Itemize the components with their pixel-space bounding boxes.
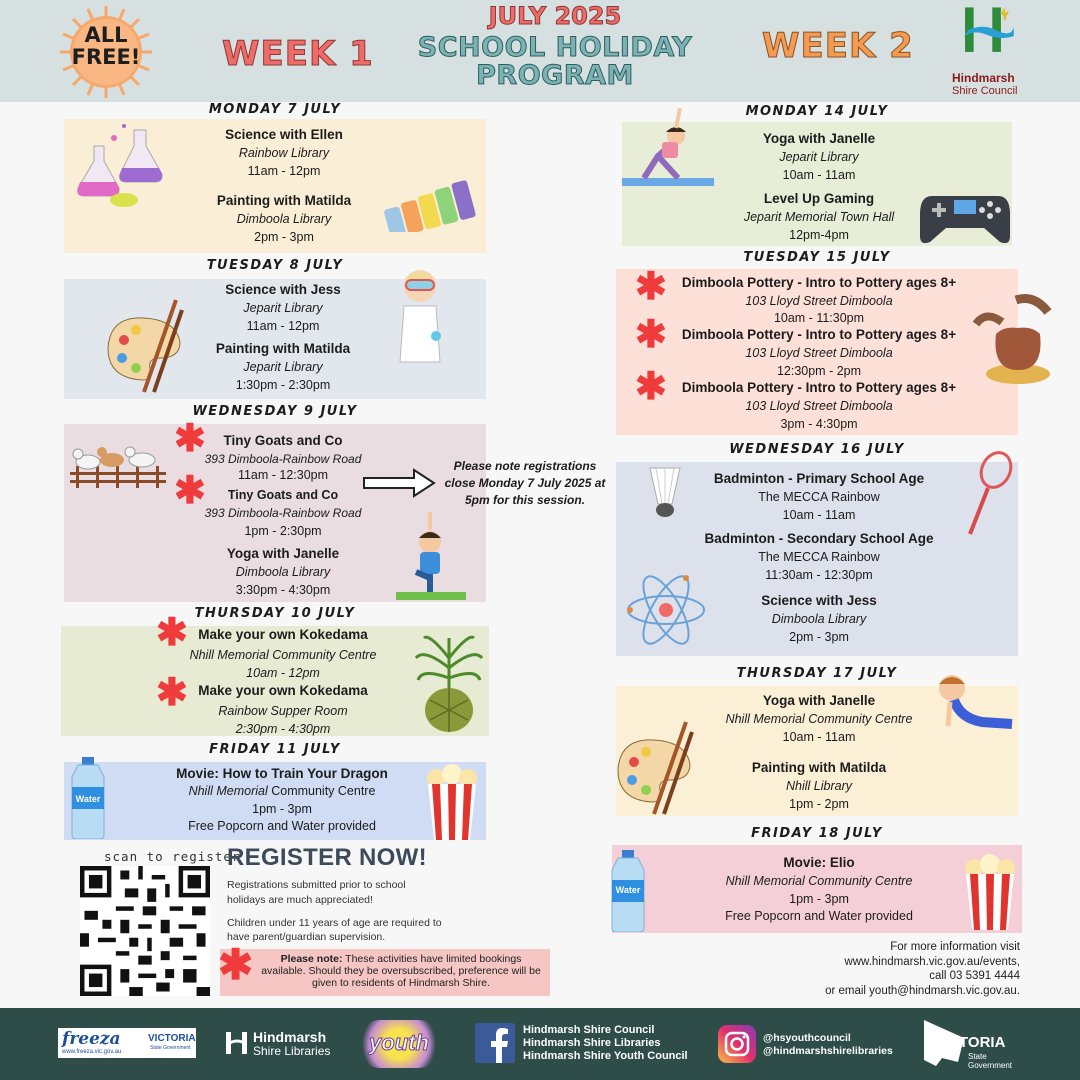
freeza-url: www.freeza.vic.gov.au (62, 1049, 122, 1055)
event-title: Painting with Matilda (751, 760, 887, 775)
event-location: The MECCA Rainbow (758, 550, 880, 564)
libraries-name (253, 1030, 330, 1058)
event-time: 1:30pm - 2:30pm (235, 378, 331, 392)
fb-line3[interactable]: Hindmarsh Shire Youth Council (523, 1050, 688, 1062)
event-title: Painting with Matilda (215, 341, 351, 356)
event-kokedama-2 (150, 683, 416, 736)
event-title: Level Up Gaming (763, 191, 875, 206)
popcorn-icon (962, 854, 1018, 932)
event-time: 1pm - 3pm (252, 802, 312, 816)
event-location: Dimboola Library (235, 565, 331, 579)
water-label: Water (75, 794, 101, 804)
event-location: Nhill Memorial Community Centre (725, 874, 913, 888)
event-location: 393 Dimboola-Rainbow Road (204, 506, 362, 520)
fb-line1[interactable]: Hindmarsh Shire Council (523, 1024, 655, 1036)
day-heading-thu10: THURSDAY 10 JULY (194, 606, 356, 621)
event-extra: Free Popcorn and Water provided (188, 819, 376, 833)
event-time: 10am - 12pm (246, 666, 320, 680)
event-time: 2pm - 3pm (789, 630, 849, 644)
facebook-icon[interactable] (475, 1023, 515, 1063)
event-location: Nhill Memorial Community Centre (189, 648, 377, 662)
victoria-wordmark: VICTORIA (934, 1034, 1006, 1051)
event-title: Tiny Goats and Co (227, 488, 339, 502)
event-location: Jeparit Library (243, 360, 323, 374)
event-location: Dimboola Library (236, 212, 332, 226)
event-title: Dimboola Pottery - Intro to Pottery ages 8+ (681, 327, 957, 342)
limited-booking-star-icon: ✱ (174, 470, 206, 512)
ig-line1[interactable]: @hsyouthcouncil (763, 1032, 851, 1044)
scan-label: scan to register (104, 849, 241, 864)
event-title: Tiny Goats and Co (223, 433, 343, 448)
event-time: 11:30am - 12:30pm (765, 568, 873, 582)
event-level-up-gaming (714, 191, 924, 242)
contact-info (740, 940, 1020, 998)
event-location: Jeparit Library (243, 301, 323, 315)
kokedama-plant-icon (414, 628, 484, 734)
pottery-wheel-icon (972, 290, 1064, 386)
limited-booking-star-icon: ✱ (174, 418, 206, 460)
event-location: Nhill Memorial Community Centre (725, 712, 913, 726)
event-science-ellen (174, 127, 394, 178)
event-title: Yoga with Janelle (762, 693, 876, 708)
event-title: Dimboola Pottery - Intro to Pottery ages 8+ (681, 380, 957, 395)
state-gov-small: State Government (150, 1045, 191, 1051)
event-title: Make your own Kokedama (198, 683, 368, 698)
fb-line2[interactable]: Hindmarsh Shire Libraries (523, 1037, 661, 1049)
event-location: Nhill Memorial Community Centre (188, 784, 376, 798)
event-time: 1pm - 2pm (789, 797, 849, 811)
event-pottery-1 (666, 275, 972, 325)
limited-booking-star-icon: ✱ (218, 941, 254, 988)
limited-booking-star-icon: ✱ (635, 266, 667, 308)
register-line4: have parent/guardian supervision. (227, 931, 386, 943)
council-name (952, 72, 1032, 97)
badge-line2: FREE! (71, 45, 141, 69)
victoria-small: VICTORIA (148, 1033, 196, 1044)
event-title: Science with Jess (761, 593, 877, 608)
event-badminton-primary (694, 471, 944, 522)
event-science-jess-wed (694, 593, 944, 644)
contact-website-link[interactable]: www.hindmarsh.vic.gov.au/events, (844, 955, 1020, 968)
popcorn-icon (424, 764, 480, 842)
event-time: 3:30pm - 4:30pm (235, 583, 331, 597)
all-free-badge (58, 24, 154, 68)
event-location: 103 Lloyd Street Dimboola (745, 346, 893, 360)
contact-line1: For more information visit (890, 941, 1020, 953)
event-location: Jeparit Library (779, 150, 859, 164)
register-line2: holidays are much appreciated! (227, 894, 373, 906)
event-time: 10am - 11am (782, 730, 856, 744)
arrow-right-icon (362, 468, 436, 498)
ig-line2[interactable]: @hindmarshshirelibraries (763, 1045, 893, 1057)
event-title: Science with Ellen (225, 127, 343, 142)
event-location: Jeparit Memorial Town Hall (743, 210, 895, 224)
event-title: Dimboola Pottery - Intro to Pottery ages 8+ (681, 275, 957, 290)
supervision-info (227, 916, 442, 944)
badminton-racket-icon (964, 450, 1014, 538)
event-painting-matilda (174, 193, 394, 244)
event-title: Science with Jess (225, 282, 341, 297)
limited-booking-star-icon: ✱ (635, 366, 667, 408)
yoga-boy-icon (932, 672, 1014, 734)
event-pottery-2 (666, 327, 972, 378)
libraries-line1: Hindmarsh (253, 1029, 327, 1045)
event-title: Painting with Matilda (216, 193, 352, 208)
day-heading-mon7: MONDAY 7 JULY (208, 102, 342, 117)
libraries-logo-icon (224, 1030, 250, 1056)
council-line1: Hindmarsh (952, 71, 1015, 85)
event-title: Yoga with Janelle (762, 131, 876, 146)
register-line1: Registrations submitted prior to school (227, 879, 406, 891)
day-heading-tue8: TUESDAY 8 JULY (206, 258, 344, 273)
contact-phone: call 03 5391 4444 (929, 970, 1020, 982)
event-movie-elio (704, 855, 934, 923)
event-location: Rainbow Library (238, 146, 330, 160)
event-time: 2pm - 3pm (254, 230, 314, 244)
limited-booking-star-icon: ✱ (156, 612, 188, 654)
council-logo-icon (950, 6, 1026, 72)
state-line: State (968, 1052, 987, 1061)
event-location: 393 Dimboola-Rainbow Road (204, 452, 362, 466)
event-kokedama-1 (150, 627, 416, 680)
shuttlecock-icon (640, 464, 690, 520)
atom-icon (624, 572, 708, 648)
paint-tubes-icon (380, 180, 484, 232)
event-time: 1pm - 2:30pm (244, 524, 322, 538)
qr-code-icon[interactable] (80, 866, 210, 996)
event-location: Rainbow Supper Room (218, 704, 348, 718)
game-controller-icon (918, 190, 1012, 246)
register-line3: Children under 11 years of age are required to (227, 917, 442, 929)
event-time: 1pm - 3pm (789, 892, 849, 906)
event-title: Make your own Kokedama (198, 627, 368, 642)
event-time: 12:30pm - 2pm (776, 364, 862, 378)
week2-heading: WEEK 2 (762, 26, 914, 66)
scientist-kid-icon (396, 266, 446, 370)
paint-palette-icon (614, 718, 696, 816)
youth-logo-text: youth (369, 1030, 429, 1055)
event-location: 103 Lloyd Street Dimboola (745, 294, 893, 308)
day-heading-fri18: FRIDAY 18 JULY (751, 826, 883, 841)
registration-note: Please note registrations close Monday 7 July 2025 at 5pm for this session. (444, 459, 606, 507)
yoga-kid-icon (396, 512, 466, 600)
event-time: 12pm-4pm (789, 228, 849, 242)
event-yoga-janelle-thu (704, 693, 934, 744)
event-time: 10am - 11am (782, 508, 856, 522)
event-title: Badminton - Secondary School Age (704, 531, 934, 546)
event-yoga-janelle-mon (714, 131, 924, 182)
event-time: 2:30pm - 4:30pm (235, 722, 331, 736)
freeza-logo (58, 1028, 196, 1058)
event-time: 10am - 11:30pm (773, 311, 865, 325)
day-heading-fri11: FRIDAY 11 JULY (209, 742, 341, 757)
day-heading-wed16: WEDNESDAY 16 JULY (729, 442, 905, 457)
science-flasks-icon (74, 116, 174, 208)
program-title-line1: SCHOOL HOLIDAY (417, 32, 693, 63)
day-heading-mon14: MONDAY 14 JULY (745, 104, 889, 119)
event-time: 11am - 12pm (246, 319, 320, 333)
event-time: 11am - 12pm (247, 164, 321, 178)
event-tiny-goats-1 (190, 433, 376, 482)
event-location: 103 Lloyd Street Dimboola (745, 399, 893, 413)
event-pottery-3 (666, 380, 972, 431)
day-heading-thu17: THURSDAY 17 JULY (736, 666, 898, 681)
event-time: 3pm - 4:30pm (780, 417, 858, 431)
contact-email-link[interactable]: or email youth@hindmarsh.vic.gov.au. (825, 984, 1020, 997)
event-painting-matilda-tue (178, 341, 388, 392)
government-line: Government (968, 1061, 1013, 1070)
event-title: Movie: Elio (783, 855, 855, 870)
event-movie-dragon (150, 766, 414, 833)
event-location: Nhill Library (786, 779, 852, 793)
state-government (968, 1052, 1012, 1070)
program-title-line2: PROGRAM (476, 60, 634, 91)
goats-icon (70, 442, 166, 488)
register-info (227, 878, 406, 908)
event-location: The MECCA Rainbow (758, 490, 880, 504)
freeza-wordmark: freeza (62, 1029, 121, 1049)
event-title: Yoga with Janelle (226, 546, 340, 561)
event-location: Dimboola Library (771, 612, 867, 626)
instagram-handles (763, 1032, 893, 1058)
day-heading-wed9: WEDNESDAY 9 JULY (192, 404, 358, 419)
week1-heading: WEEK 1 (222, 34, 374, 74)
event-extra: Free Popcorn and Water provided (725, 909, 913, 923)
month-heading: JULY 2025 (488, 2, 622, 30)
limited-booking-star-icon: ✱ (635, 314, 667, 356)
program-title (385, 34, 725, 90)
event-title: Movie: How to Train Your Dragon (176, 766, 388, 781)
event-time: 11am - 12:30pm (237, 468, 329, 482)
event-badminton-secondary (694, 531, 944, 582)
event-science-jess (178, 282, 388, 333)
council-line2: Shire Council (952, 85, 1018, 97)
please-note-text: Please note: These activities have limited bookings available. Should they be oversubscribed, preference will be given to residents of Hindmarsh Shire. (261, 953, 541, 989)
water-label: Water (615, 885, 641, 895)
yoga-girl-icon (622, 108, 714, 186)
event-yoga-janelle-wed (190, 546, 376, 597)
register-title: REGISTER NOW! (227, 844, 427, 871)
libraries-line2: Shire Libraries (253, 1044, 331, 1058)
badge-line1: ALL (84, 23, 128, 47)
event-title: Badminton - Primary School Age (713, 471, 925, 486)
event-time: 10am - 11am (782, 168, 856, 182)
instagram-icon[interactable] (718, 1025, 756, 1063)
facebook-pages (523, 1024, 688, 1063)
paint-palette-icon (104, 296, 186, 396)
event-tiny-goats-2 (190, 488, 376, 538)
day-heading-tue15: TUESDAY 15 JULY (743, 250, 891, 265)
event-painting-matilda-thu (704, 760, 934, 811)
limited-booking-star-icon: ✱ (156, 672, 188, 714)
